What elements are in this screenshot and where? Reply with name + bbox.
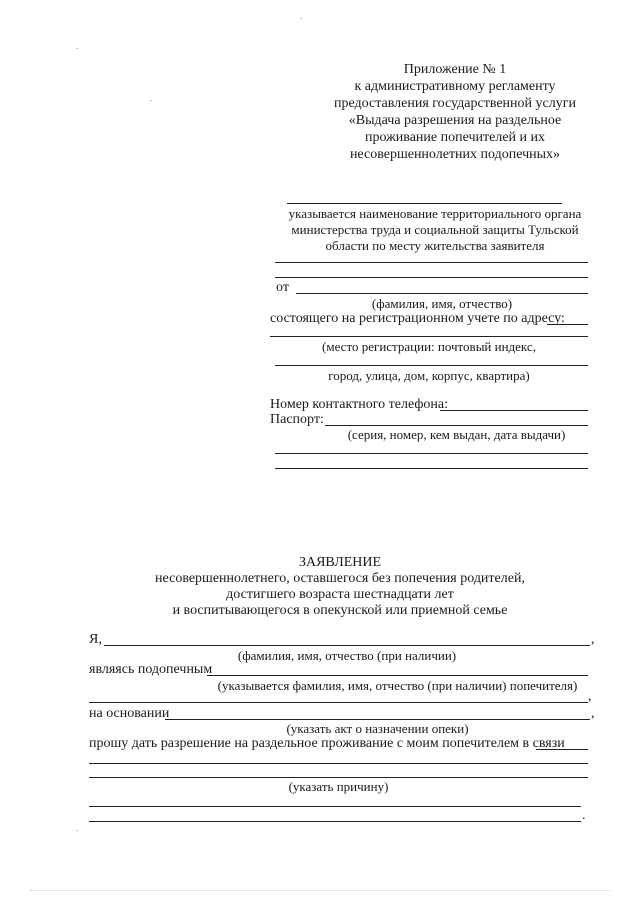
reason-field[interactable] xyxy=(89,777,588,778)
bottom-scan-border xyxy=(30,890,610,891)
guardian-field[interactable] xyxy=(89,702,588,703)
passport-field[interactable] xyxy=(275,468,588,469)
ya-label: Я, xyxy=(89,632,102,647)
address-hint: город, улица, дом, корпус, квартира) xyxy=(328,368,530,383)
reason-field[interactable] xyxy=(89,763,588,764)
from-label: от xyxy=(276,280,289,295)
statement-subtitle: и воспитывающегося в опекунской или приемной семье xyxy=(172,603,508,618)
address-field[interactable] xyxy=(547,324,588,325)
applicant-fio-field[interactable] xyxy=(104,645,590,646)
guardian-field[interactable] xyxy=(207,675,588,676)
final-dot: . xyxy=(582,808,586,823)
phone-field[interactable] xyxy=(440,410,588,411)
address-hint: (место регистрации: почтовый индекс, xyxy=(322,339,536,354)
authority-note: области по месту жительства заявителя xyxy=(325,238,545,253)
ward-label: являясь подопечным xyxy=(89,662,213,677)
comma: , xyxy=(588,689,592,704)
address-field[interactable] xyxy=(270,336,588,337)
reason-field[interactable] xyxy=(536,749,588,750)
act-hint: (указать акт о назначении опеки) xyxy=(286,721,469,736)
appendix-title: Приложение № 1 xyxy=(403,62,507,77)
appendix-line: предоставления государственной услуги xyxy=(334,96,576,111)
comma: , xyxy=(591,706,595,721)
passport-field[interactable] xyxy=(325,425,588,426)
reason-field[interactable] xyxy=(89,806,581,807)
scan-speck xyxy=(150,100,152,101)
registered-label: состоящего на регистрационном учете по адресу: xyxy=(270,311,565,326)
authority-note: министерства труда и социальной защиты Тульской xyxy=(291,222,579,237)
guardian-hint: (указывается фамилия, имя, отчество (при наличии) попечителя) xyxy=(217,678,578,693)
appendix-line: проживание попечителей и их xyxy=(364,130,546,145)
passport-field[interactable] xyxy=(275,453,588,454)
statement-subtitle: достигшего возраста шестнадцати лет xyxy=(226,587,454,602)
authority-line[interactable] xyxy=(275,262,588,263)
scan-speck xyxy=(76,830,78,831)
statement-title: ЗАЯВЛЕНИЕ xyxy=(298,555,382,570)
basis-label: на основании xyxy=(89,706,170,721)
address-field[interactable] xyxy=(275,365,588,366)
scan-speck xyxy=(300,18,302,19)
comma: , xyxy=(591,632,595,647)
request-text: прошу дать разрешение на раздельное проживание с моим попечителем в связи xyxy=(89,736,565,751)
passport-hint: (серия, номер, кем выдан, дата выдачи) xyxy=(347,427,566,442)
appendix-line: «Выдача разрешения на раздельное xyxy=(348,113,562,128)
scan-speck xyxy=(76,48,78,49)
authority-name-line[interactable] xyxy=(287,203,562,204)
reason-field[interactable] xyxy=(89,821,581,822)
fio-hint: (фамилия, имя, отчество) xyxy=(371,296,513,311)
applicant-fio-hint: (фамилия, имя, отчество (при наличии) xyxy=(237,648,457,663)
phone-label: Номер контактного телефона: xyxy=(270,397,448,412)
statement-subtitle: несовершеннолетнего, оставшегося без попечения родителей, xyxy=(155,571,525,586)
reason-hint: (указать причину) xyxy=(288,779,389,794)
basis-field[interactable] xyxy=(165,719,590,720)
appendix-line: несовершеннолетних подопечных» xyxy=(349,147,561,162)
passport-label: Паспорт: xyxy=(270,412,324,427)
from-fio-field[interactable] xyxy=(296,293,588,294)
appendix-line: к административному регламенту xyxy=(354,79,556,94)
authority-note: указывается наименование территориального органа xyxy=(288,206,582,221)
authority-line[interactable] xyxy=(275,277,588,278)
